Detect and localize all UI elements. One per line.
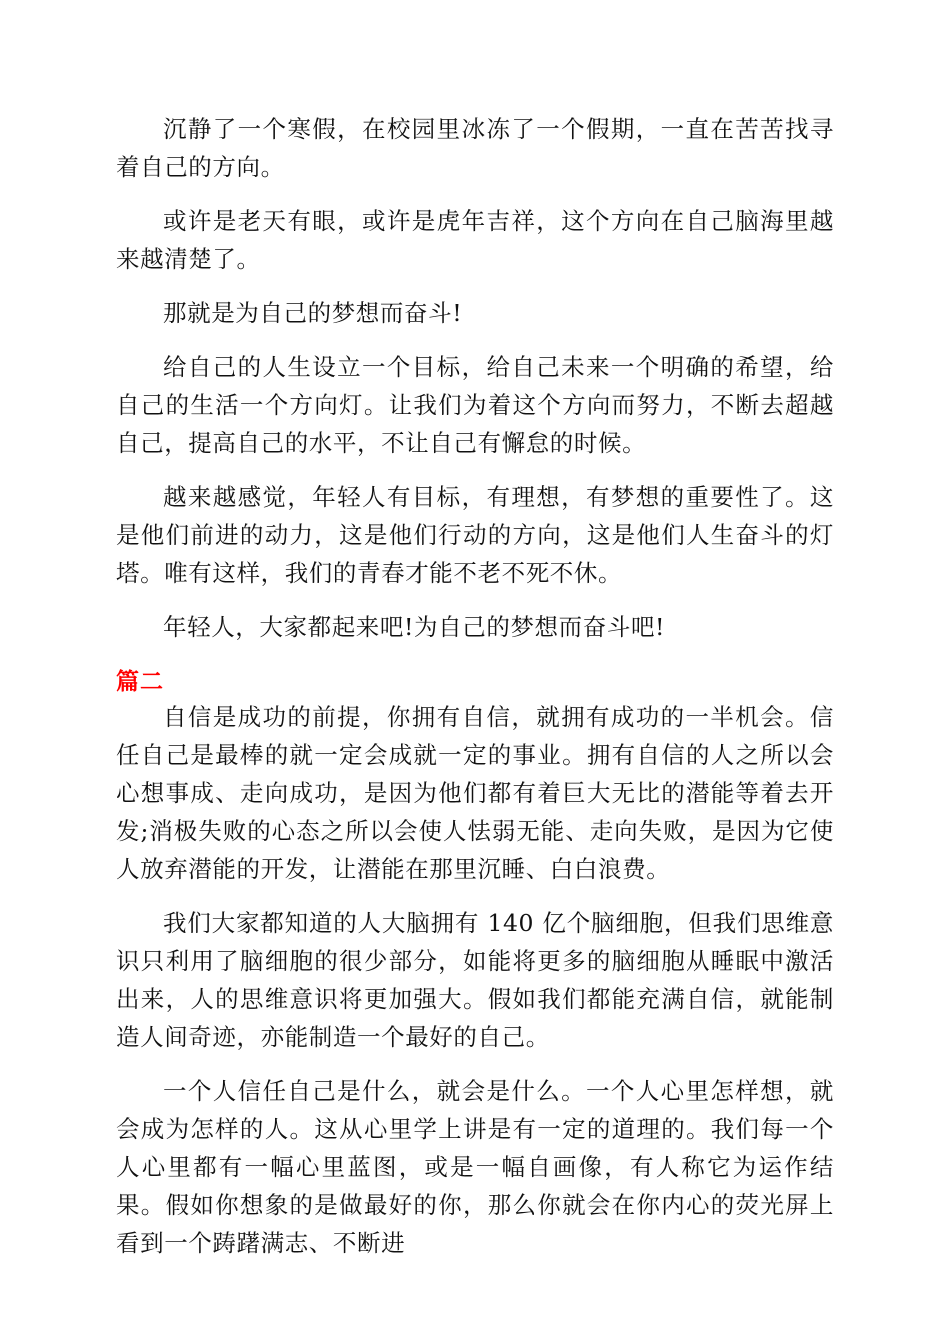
- paragraph: 年轻人，大家都起来吧!为自己的梦想而奋斗吧!: [163, 613, 666, 641]
- paragraph: 一个人信任自己是什么，就会是什么。一个人心里怎样想，就会成为怎样的人。这从心里学上讲是有一定的道理的。我们每一个人心里都有一幅心里蓝图，或是一幅自画像，有人称它为运作结果。假如你想象的是做最好的你，那么你就会在你内心的荧光屏上看到一个踌躇满志、不断进: [116, 1077, 834, 1257]
- paragraph: 或许是老天有眼，或许是虎年吉祥，这个方向在自己脑海里越来越清楚了。: [116, 207, 834, 273]
- paragraph: 自信是成功的前提，你拥有自信，就拥有成功的一半机会。信任自己是最棒的就一定会成就一定的事业。拥有自信的人之所以会心想事成、走向成功，是因为他们都有着巨大无比的潜能等着去开发;消极失败的心态之所以会使人怯弱无能、走向失败，是因为它使人放弃潜能的开发，让潜能在那里沉睡、白白浪费。: [116, 703, 834, 883]
- paragraph: 我们大家都知道的人大脑拥有 140 亿个脑细胞，但我们思维意识只利用了脑细胞的很少部分，如能将更多的脑细胞从睡眠中激活出来，人的思维意识将更加强大。假如我们都能充满自信，就能制造人间奇迹，亦能制造一个最好的自己。: [116, 909, 834, 1051]
- paragraph: 越来越感觉，年轻人有目标，有理想，有梦想的重要性了。这是他们前进的动力，这是他们行动的方向，这是他们人生奋斗的灯塔。唯有这样，我们的青春才能不老不死不休。: [116, 483, 834, 587]
- paragraph: 给自己的人生设立一个目标，给自己未来一个明确的希望，给自己的生活一个方向灯。让我们为着这个方向而努力，不断去超越自己，提高自己的水平，不让自己有懈怠的时候。: [116, 353, 834, 457]
- document-body: [116, 110, 834, 1278]
- section-heading: 篇二: [116, 669, 164, 695]
- paragraph: 沉静了一个寒假，在校园里冰冻了一个假期，一直在苦苦找寻着自己的方向。: [116, 115, 834, 181]
- paragraph: 那就是为自己的梦想而奋斗!: [163, 299, 463, 327]
